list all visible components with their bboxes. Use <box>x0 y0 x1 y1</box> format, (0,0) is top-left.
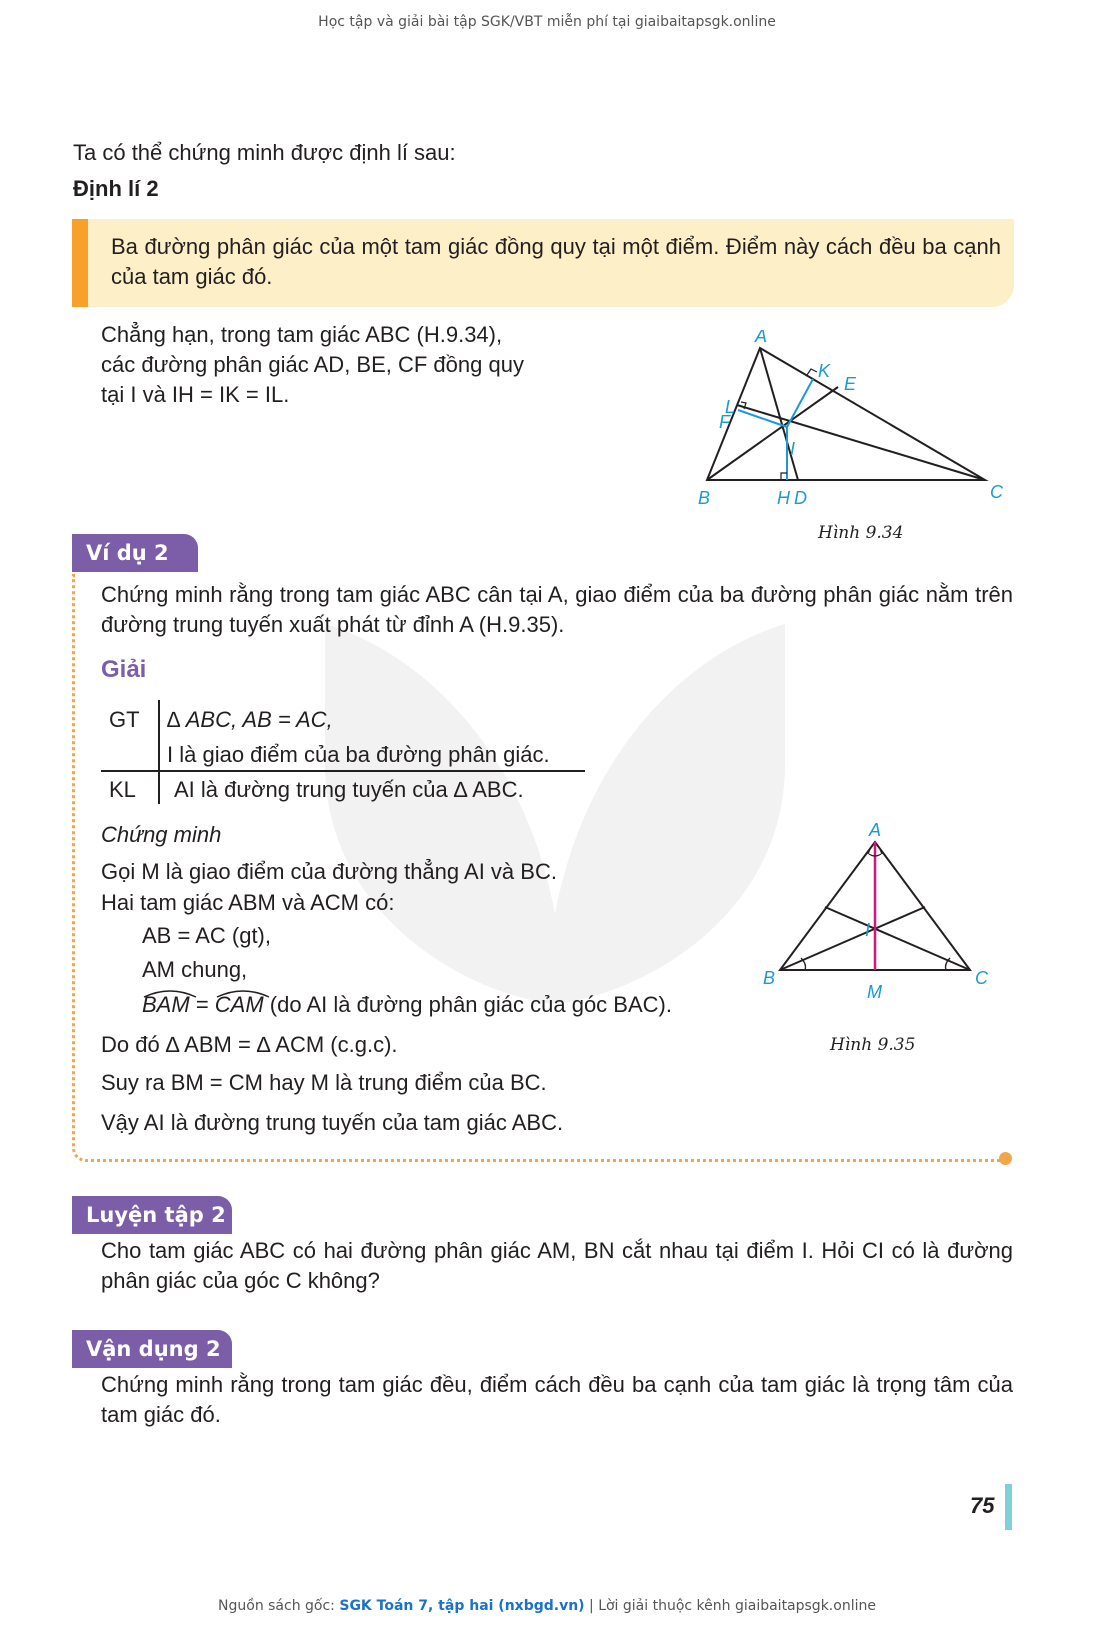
theorem-text: Ba đường phân giác của một tam giác đồng quy tại một điểm. Điểm này cách đều ba cạnh của tam giác đó. <box>111 234 1001 289</box>
example-intro-line: các đường phân giác AD, BE, CF đồng quy <box>101 352 524 377</box>
vertex-label-c: C <box>975 968 988 988</box>
vertex-label-b: B <box>698 488 711 508</box>
footer-source <box>0 1598 1094 1614</box>
gt-kl-divider-horizontal <box>101 770 585 772</box>
proof-angle-reason: (do AI là đường phân giác của góc BAC). <box>269 992 672 1017</box>
point-label-h: H <box>777 488 790 508</box>
proof-angle-line: BAM = CAM (do AI là đường phân giác của góc BAC). <box>142 990 672 1020</box>
point-label-d: D <box>794 488 807 508</box>
proof-line: Gọi M là giao điểm của đường thẳng AI và BC. <box>101 859 557 884</box>
page-number: 75 <box>970 1493 995 1518</box>
footer-source-link[interactable]: SGK Toán 7, tập hai (nxbgd.vn) <box>339 1598 585 1614</box>
point-label-e: E <box>844 374 857 394</box>
gt-line-2: I là giao điểm của ba đường phân giác. <box>167 742 550 767</box>
vertex-label-a: A <box>755 330 768 346</box>
footer-suffix: | Lời giải thuộc kênh giaibaitapsgk.online <box>584 1598 876 1614</box>
angle-arc-icon <box>215 988 271 998</box>
proof-line: AB = AC (gt), <box>142 923 271 948</box>
theorem-title: Định lí 2 <box>73 176 159 201</box>
proof-title: Chứng minh <box>101 822 222 847</box>
angle-bam: BAM <box>142 992 190 1017</box>
example-frame-end-dot <box>999 1152 1012 1165</box>
point-label-l: L <box>725 397 736 417</box>
example-intro-line: tại I và IH = IK = IL. <box>101 382 290 407</box>
point-label-i: I <box>865 920 871 940</box>
example-problem: Chứng minh rằng trong tam giác ABC cân tại A, giao điểm của ba đường phân giác nằm trên đường trung tuyến xuất phát từ đỉnh A (H.9.35). <box>101 582 1013 637</box>
vertex-label-a: A <box>869 822 882 840</box>
solution-title: Giải <box>101 656 147 683</box>
figure-9-34 <box>690 330 1010 520</box>
gt-line-1: ∆ ABC, AB = AC, <box>167 707 333 732</box>
gt-label: GT <box>109 707 140 732</box>
vertex-label-b: B <box>763 968 776 988</box>
kl-line-1: AI là đường trung tuyến của ∆ ABC. <box>174 777 524 802</box>
footer-prefix: Nguồn sách gốc: <box>218 1598 340 1614</box>
apply-tab: Vận dụng 2 <box>72 1330 232 1368</box>
example-intro-line: Chẳng hạn, trong tam giác ABC (H.9.34), <box>101 322 503 347</box>
theorem-accent-bar <box>72 219 88 307</box>
practice-text: Cho tam giác ABC có hai đường phân giác AM, BN cắt nhau tại điểm I. Hỏi CI có là đường phân giác của góc C không? <box>101 1238 1013 1293</box>
point-label-m: M <box>867 982 882 1002</box>
intro-text: Ta có thể chứng minh được định lí sau: <box>73 140 456 165</box>
example-tab: Ví dụ 2 <box>72 534 198 572</box>
practice-tab: Luyện tập 2 <box>72 1196 232 1234</box>
kl-label: KL <box>109 777 136 802</box>
point-label-k: K <box>818 361 831 381</box>
top-source-note: Học tập và giải bài tập SGK/VBT miễn phí tại giaibaitapsgk.online <box>318 14 776 30</box>
figure-9-35 <box>745 822 995 1022</box>
figure-caption-9-34: Hình 9.34 <box>818 523 904 543</box>
proof-line: AM chung, <box>142 957 248 982</box>
proof-line: Hai tam giác ABM và ACM có: <box>101 890 395 915</box>
proof-line: Do đó ∆ ABM = ∆ ACM (c.g.c). <box>101 1032 398 1057</box>
angle-arc-icon <box>142 988 198 998</box>
figure-caption-9-35: Hình 9.35 <box>830 1035 916 1055</box>
page-number-bar <box>1005 1484 1012 1530</box>
proof-line: Suy ra BM = CM hay M là trung điểm của BC. <box>101 1070 547 1095</box>
vertex-label-c: C <box>990 482 1003 502</box>
point-label-f: F <box>719 412 730 432</box>
gt-kl-divider-vertical <box>158 700 160 804</box>
apply-text: Chứng minh rằng trong tam giác đều, điểm cách đều ba cạnh của tam giác là trọng tâm của tam giác đó. <box>101 1372 1013 1427</box>
point-label-i: I <box>790 439 796 459</box>
example-intro <box>101 320 571 410</box>
proof-line: Vậy AI là đường trung tuyến của tam giác ABC. <box>101 1110 564 1135</box>
angle-cam: CAM <box>214 992 264 1017</box>
